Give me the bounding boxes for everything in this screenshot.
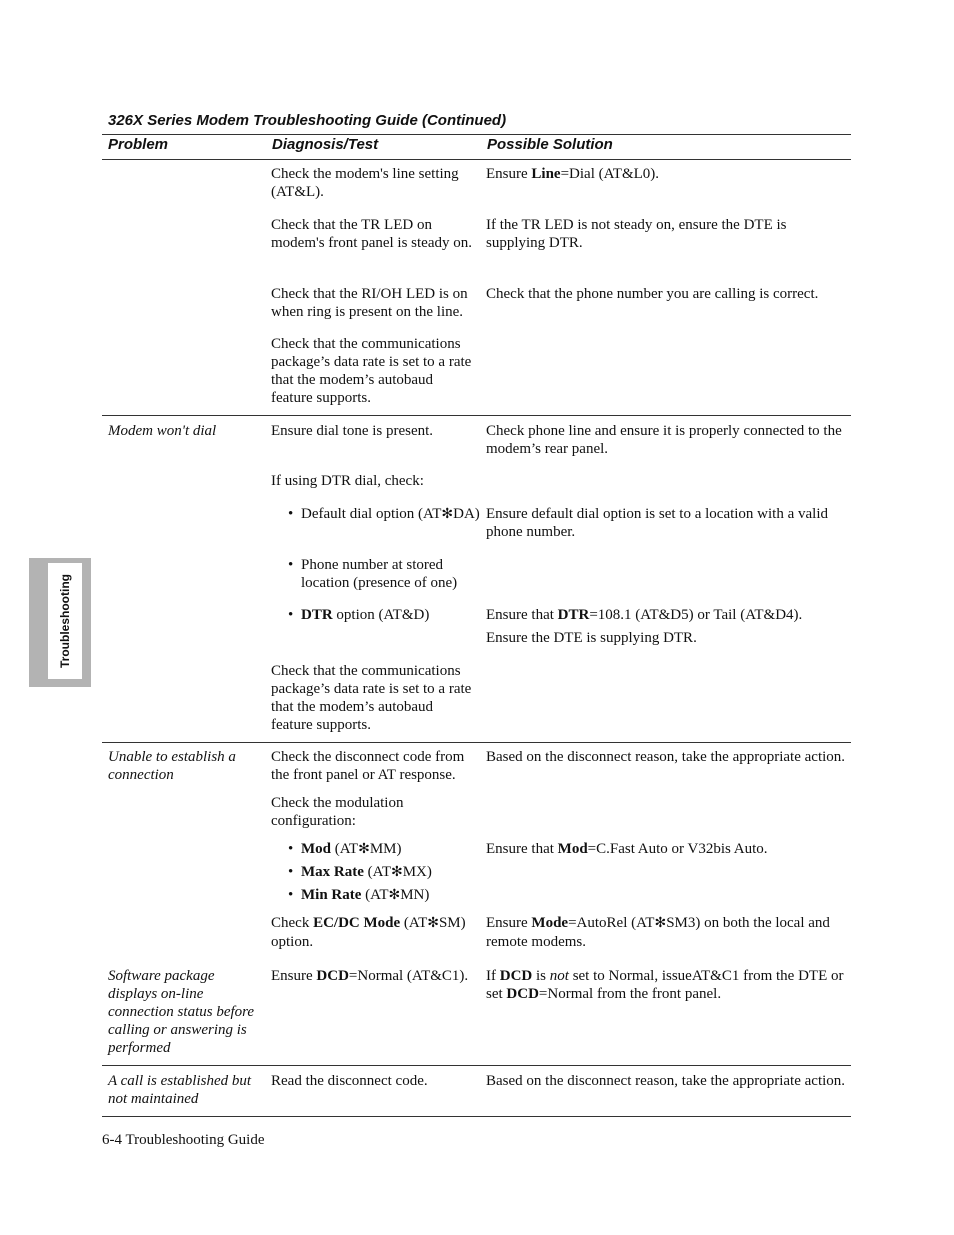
bullet-min-rate: Min Rate (AT✻MN) (301, 887, 430, 903)
solution-autorel: Ensure Mode=AutoRel (AT✻SM3) on both the local and remote modems. (486, 915, 830, 950)
bullet: • (288, 887, 294, 903)
problem-unable-connect: Unable to establish a connection (108, 749, 236, 783)
diagnosis-read-disconnect: Read the disconnect code. (271, 1073, 428, 1089)
solution-dcd: If DCD is not set to Normal, issueAT&C1 from the DTE or set DCD=Normal from the front panel. (486, 968, 844, 1002)
diagnosis-ecdc-mode: Check EC/DC Mode (AT✻SM) option. (271, 915, 466, 950)
solution-dte-dtr: Ensure the DTE is supplying DTR. (486, 630, 697, 646)
header-rule (102, 159, 851, 160)
bottom-rule (102, 1116, 851, 1117)
diagnosis-modulation: Check the modulation configuration: (271, 795, 404, 829)
diagnosis-ri-oh-led: Check that the RI/OH LED is on when ring is present on the line. (271, 286, 468, 320)
solution-disconnect-reason: Based on the disconnect reason, take the appropriate action. (486, 749, 846, 765)
bullet-phone-number: Phone number at stored location (presence of one) (301, 557, 458, 591)
bullet: • (288, 841, 294, 857)
bullet-dtr-option: DTR option (AT&D) (301, 607, 430, 623)
solution-default-dial: Ensure default dial option is set to a location with a valid phone number. (486, 506, 829, 540)
page-footer: 6-4 Troubleshooting Guide (102, 1132, 265, 1148)
diagnosis-data-rate: Check that the communications package’s data rate is set to a rate that the modem’s autobaud feature supports. (271, 336, 472, 406)
bullet-default-dial: Default dial option (AT✻DA) (301, 506, 480, 522)
bullet: • (288, 506, 294, 522)
problem-modem-wont-dial: Modem won't dial (108, 423, 217, 439)
solution-phone-line: Check phone line and ensure it is properly connected to the modem’s rear panel. (486, 423, 842, 457)
diagnosis-dcd: Ensure DCD=Normal (AT&C1). (271, 968, 469, 984)
problem-call-not-maintained: A call is established but not maintained (108, 1073, 252, 1107)
solution-disconnect-reason-2: Based on the disconnect reason, take the appropriate action. (486, 1073, 846, 1089)
diagnosis-disconnect-code: Check the disconnect code from the front panel or AT response. (271, 749, 465, 783)
header-diagnosis: Diagnosis/Test (272, 136, 379, 153)
header-problem: Problem (108, 136, 169, 153)
row-rule (102, 742, 851, 743)
solution-line-dial: Ensure Line=Dial (AT&L0). (486, 166, 660, 182)
bullet-max-rate: Max Rate (AT✻MX) (301, 864, 432, 880)
side-tab-label: Troubleshooting (58, 574, 72, 668)
table-title: 326X Series Modem Troubleshooting Guide (Continued) (108, 112, 507, 129)
bullet-mod: Mod (AT✻MM) (301, 841, 402, 857)
solution-phone-number: Check that the phone number you are calling is correct. (486, 286, 819, 302)
diagnosis-tr-led: Check that the TR LED on modem's front panel is steady on. (271, 217, 472, 251)
solution-mod: Ensure that Mod=C.Fast Auto or V32bis Auto. (486, 841, 768, 857)
solution-tr-led: If the TR LED is not steady on, ensure the DTE is supplying DTR. (486, 217, 787, 251)
problem-online-status: Software package displays on-line connection status before calling or answering is performed (108, 968, 255, 1056)
bullet: • (288, 557, 294, 573)
diagnosis-dial-tone: Ensure dial tone is present. (271, 423, 434, 439)
diagnosis-dtr-dial: If using DTR dial, check: (271, 473, 424, 489)
top-rule (102, 134, 851, 135)
row-rule (102, 1065, 851, 1066)
diagnosis-line-setting: Check the modem's line setting (AT&L). (271, 166, 459, 200)
bullet: • (288, 864, 294, 880)
bullet: • (288, 607, 294, 623)
diagnosis-data-rate-2: Check that the communications package’s data rate is set to a rate that the modem’s autobaud feature supports. (271, 663, 472, 733)
solution-dtr: Ensure that DTR=108.1 (AT&D5) or Tail (AT&D4). (486, 607, 803, 623)
row-rule (102, 415, 851, 416)
header-solution: Possible Solution (487, 136, 613, 153)
